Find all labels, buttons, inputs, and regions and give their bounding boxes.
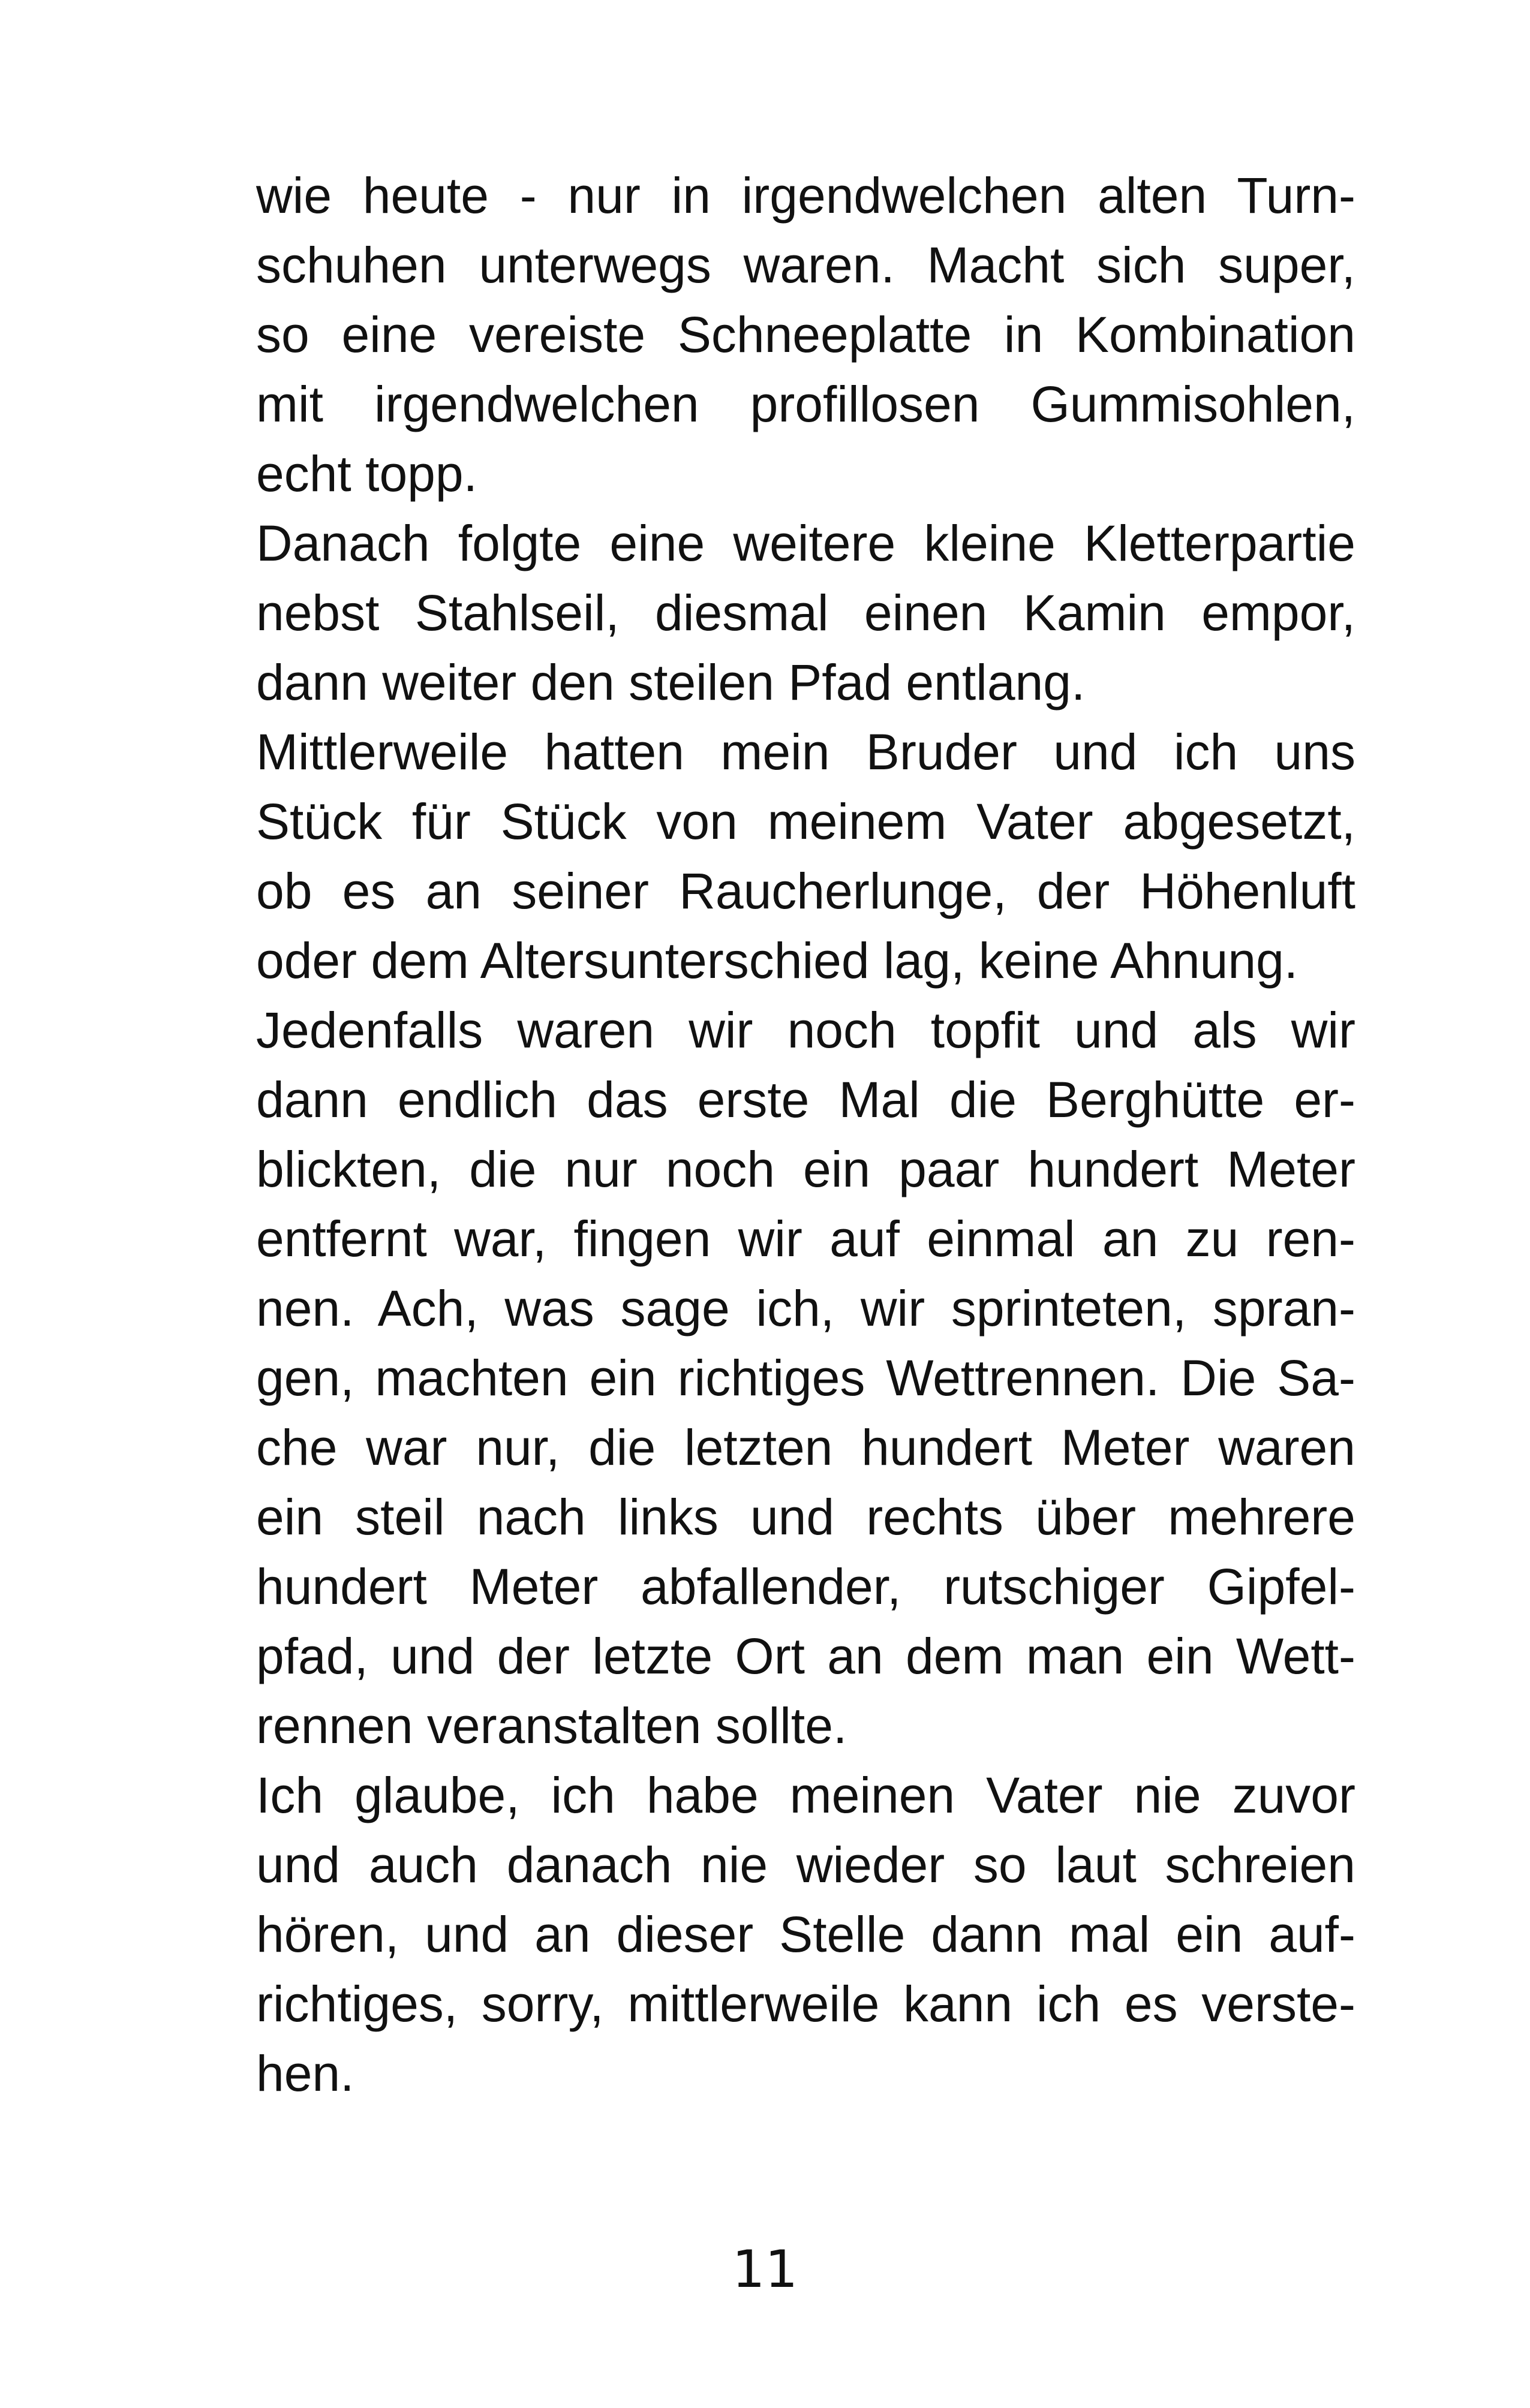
paragraph-5 <box>256 1760 1355 2108</box>
paragraph-4 <box>256 995 1355 1760</box>
text-line: che war nur, die letzten hundert Meter waren <box>256 1419 1355 1476</box>
text-line: hören, und an dieser Stelle dann mal ein auf- <box>256 1906 1355 1962</box>
paragraph-3 <box>256 717 1355 995</box>
text-line: hen. <box>256 2045 354 2102</box>
text-line: und auch danach nie wieder so laut schreien <box>256 1837 1355 1893</box>
text-line: nen. Ach, was sage ich, wir sprinteten, spran- <box>256 1280 1355 1337</box>
text-line: so eine vereiste Schneeplatte in Kombination <box>256 306 1355 363</box>
text-line: richtiges, sorry, mittlerweile kann ich es verste- <box>256 1976 1355 2032</box>
text-line: dann endlich das erste Mal die Berghütte er- <box>256 1071 1355 1128</box>
text-line: Ich glaube, ich habe meinen Vater nie zuvor <box>256 1767 1355 1823</box>
page-number: 11 <box>732 2240 798 2299</box>
text-line: rennen veranstalten sollte. <box>256 1697 847 1754</box>
text-line: Danach folgte eine weitere kleine Kletterpartie <box>256 515 1355 571</box>
text-line: dann weiter den steilen Pfad entlang. <box>256 654 1086 711</box>
text-line: ein steil nach links und rechts über mehrere <box>256 1489 1355 1545</box>
paragraph-2 <box>256 508 1355 717</box>
text-line: Mittlerweile hatten mein Bruder und ich uns <box>256 724 1355 780</box>
text-line: wie heute - nur in irgendwelchen alten Turn- <box>256 167 1355 224</box>
text-line: pfad, und der letzte Ort an dem man ein Wett- <box>256 1628 1355 1684</box>
text-line: hundert Meter abfallender, rutschiger Gipfel- <box>256 1558 1355 1615</box>
text-line: Stück für Stück von meinem Vater abgesetzt, <box>256 793 1355 850</box>
text-line: gen, machten ein richtiges Wettrennen. Die Sa- <box>256 1350 1355 1406</box>
text-line: schuhen unterwegs waren. Macht sich super, <box>256 237 1355 293</box>
text-line: blickten, die nur noch ein paar hundert Meter <box>256 1141 1355 1197</box>
text-line: oder dem Altersunterschied lag, keine Ahnung. <box>256 932 1298 989</box>
text-line: echt topp. <box>256 446 477 502</box>
text-line: Jedenfalls waren wir noch topfit und als wir <box>256 1002 1355 1058</box>
text-line: nebst Stahlseil, diesmal einen Kamin empor, <box>256 585 1355 641</box>
text-line: ob es an seiner Raucherlunge, der Höhenluft <box>256 863 1355 919</box>
text-line: mit irgendwelchen profillosen Gummisohlen, <box>256 376 1355 432</box>
text-line: entfernt war, fingen wir auf einmal an zu ren- <box>256 1211 1355 1267</box>
body-text <box>256 161 1355 2108</box>
paragraph-1 <box>256 161 1355 508</box>
